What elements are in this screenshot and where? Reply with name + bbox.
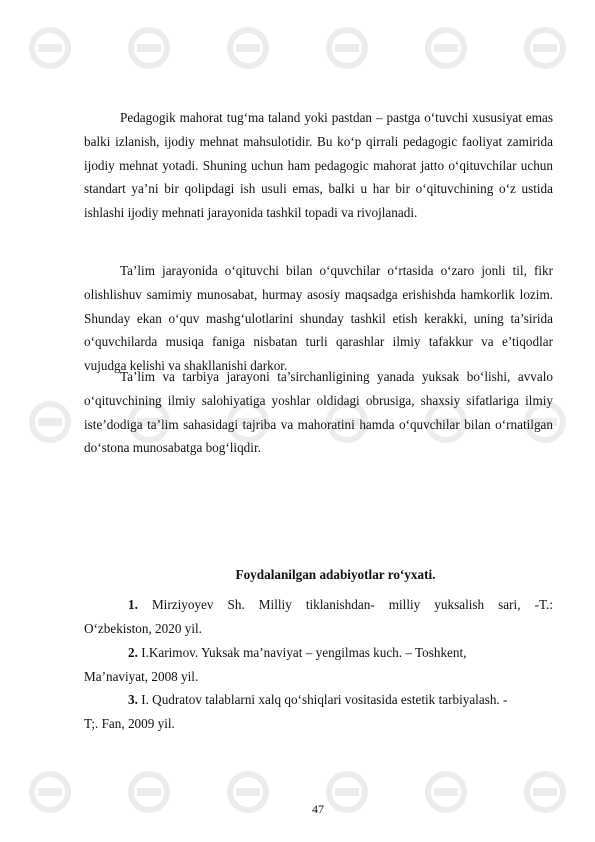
page-number: 47 xyxy=(312,802,324,816)
body-paragraph: Ta’lim va tarbiya jarayoni ta’sirchanligining yanada yuksak bo‘lishi, avvalo o‘qituvchining ilmiy salohiyatiga yoshlar oldidagi obrusiga, shaxsiy sifatlariga ilmiy iste’dodiga ta’lim sahasidagi tajriba va mahoratini hamda o‘quvchilar bilan o‘rnatilgan do‘stona munosabatga bog‘liqdir. xyxy=(84,369,553,456)
watermark-logo-icon xyxy=(28,26,72,70)
watermark-logo-icon xyxy=(28,400,72,444)
watermark-logo-icon xyxy=(424,26,468,70)
bibliography-item-text: I.Karimov. Yuksak ma’naviyat – yengilmas kuch. – Toshkent, xyxy=(141,645,467,660)
watermark-logo-icon xyxy=(226,26,270,70)
bibliography-item-text: Ma’naviyat, 2008 yil. xyxy=(84,668,199,684)
watermark-row xyxy=(0,26,595,70)
bibliography-item-number: 2. xyxy=(128,645,138,660)
bibliography-item xyxy=(84,688,553,735)
bibliography-item-text: T;. Fan, 2009 yil. xyxy=(84,715,175,731)
bibliography-heading: Foydalanilgan adabiyotlar ro‘yxati. xyxy=(235,567,436,582)
bibliography-item-text: O‘zbekiston, 2020 yil. xyxy=(84,620,202,636)
bibliography-item xyxy=(84,641,553,688)
body-paragraph: Pedagogik mahorat tug‘ma taland yoki pastdan – pastga o‘tuvchi xususiyat emas balki izlanish, ijodiy mehnat mahsulotidir. Bu ko‘p qirrali pedagogic faoliyat zamirida ijodiy mehnat yotadi. Shuning uchun ham pedagogic mahorat jatto o‘qituvchilar uchun standart ya’ni bir qolipdagi ish usuli emas, balki u har bir o‘qituvchining o‘z ustida ishlashi ijodiy mehnati jarayonida tashkil topadi va rivojlanadi. xyxy=(84,110,553,221)
watermark-logo-icon xyxy=(127,26,171,70)
watermark-logo-icon xyxy=(325,26,369,70)
body-paragraph: Ta’lim jarayonida o‘qituvchi bilan o‘quvchilar o‘rtasida o‘zaro jonli til, fikr olishlishuv samimiy munosabat, hurmay asosiy maqsadga erishishda hamkorlik lozim. Shunday ekan o‘quv mashg‘ulotlarini shunday tashkil etish kerakki, uning ta’sirida o‘quvchilarda musiqa faniga nisbatan turli qarashlar ilmiy tafakkur va e’tiqodlar vujudga kelishi va shakllanishi darkor. xyxy=(84,263,553,374)
bibliography-item-number: 3. xyxy=(128,692,138,707)
bibliography-item-number: 1. xyxy=(128,597,138,612)
bibliography-item xyxy=(84,593,553,640)
watermark-logo-icon xyxy=(523,26,567,70)
bibliography-item-text: Mirziyoyev Sh. Milliy tiklanishdan- milliy yuksalish sari, -T.: xyxy=(151,597,553,612)
bibliography-item-text: I. Qudratov talablarni xalq qo‘shiqlari vositasida estetik tarbiyalash. - xyxy=(141,692,508,707)
